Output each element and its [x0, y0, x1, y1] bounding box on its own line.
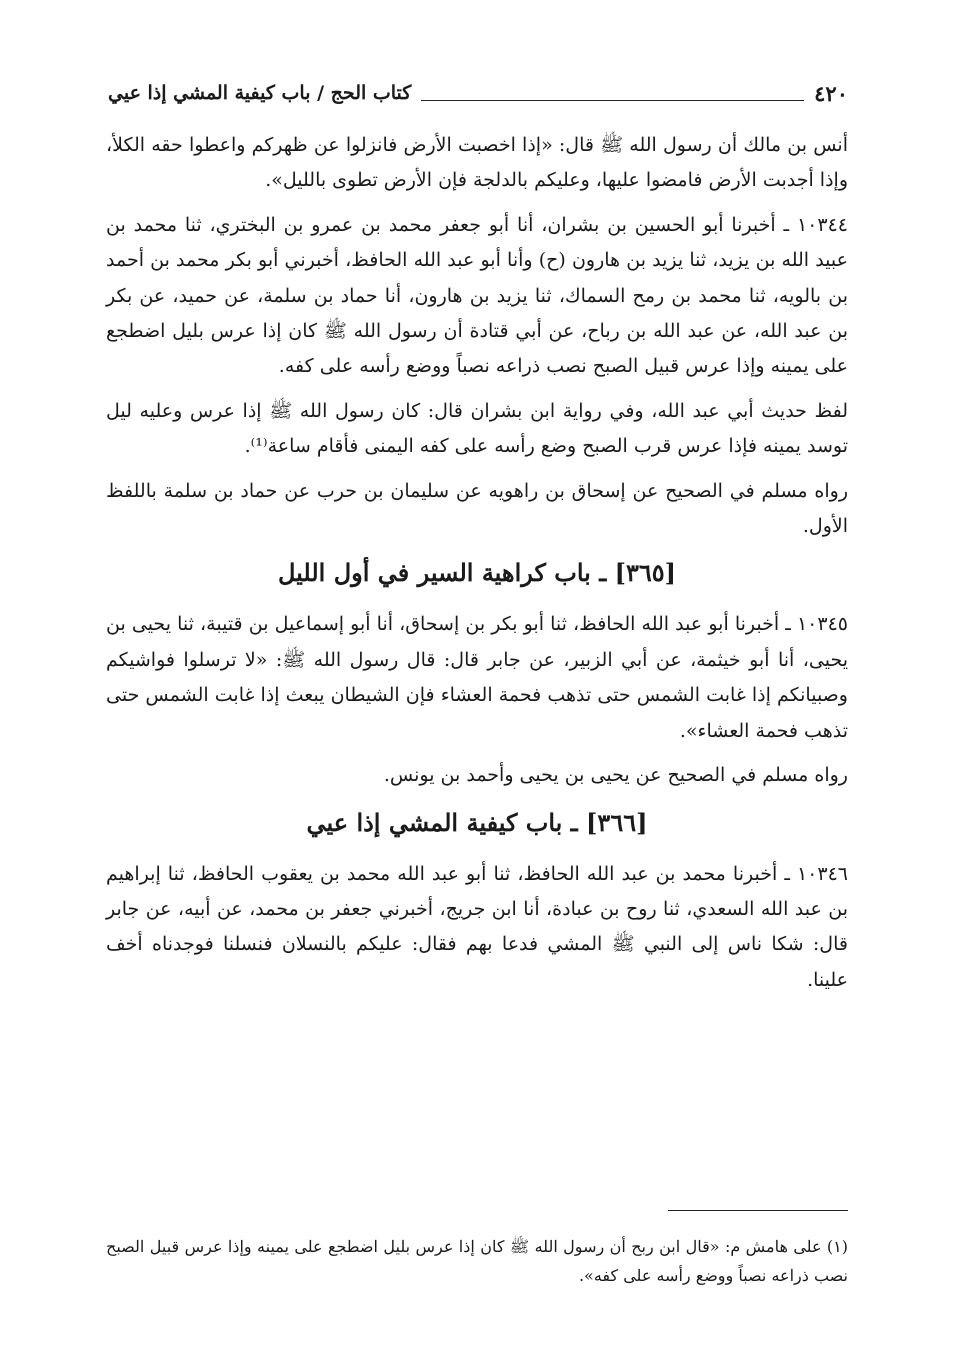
hadith-10345: ١٠٣٤٥ ـ أخبرنا أبو عبد الله الحافظ، ثنا أبو بكر بن إسحاق، أنا أبو إسماعيل بن قتيبة، ثنا يحيى بن يحيى، أنا أبو خيثمة، عن أبي الزبير، عن جابر قال: قال رسول الله ﷺ: «لا ترسلوا فواشيكم وصبيانكم إذا غابت الشمس حتى تذهب فحمة العشاء فإن الشيطان يبعث إذا غابت الشمس حتى تذهب فحمة العشاء». [106, 613, 848, 742]
page-body [106, 128, 848, 1007]
chapter-heading-366: [٣٦٦] ـ باب كيفية المشي إذا عيي [306, 807, 648, 837]
running-title: كتاب الحج / باب كيفية المشي إذا عيي [108, 82, 412, 104]
page-number: ٤٢٠ [814, 80, 848, 106]
footnote-1: (١) على هامش م: «قال ابن ربح أن رسول الله ﷺ كان إذا عرس بليل اضطجع على يمينه وإذا عرس قبيل الصبح نصب ذراعه نصباً ووضع رأسه على كفه». [106, 1237, 849, 1285]
page-header [108, 74, 848, 112]
paragraph-muslim-reference: رواه مسلم في الصحيح عن إسحاق بن راهويه عن سليمان بن حرب عن حماد بن سلمة باللفظ الأول. [106, 479, 848, 538]
footnote-rule [668, 1210, 848, 1211]
hadith-10346: ١٠٣٤٦ ـ أخبرنا محمد بن عبد الله الحافظ، ثنا أبو عبد الله محمد بن يعقوب الحافظ، ثنا إبراهيم بن عبد الله السعدي، ثنا روح بن عبادة، أنا ابن جريج، أخبرني جعفر بن محمد، عن أبيه، عن جابر قال: شكا ناس إلى النبي ﷺ المشي فدعا بهم فقال: عليكم بالنسلان فنسلنا فوجدناه أخف علينا. [106, 862, 848, 991]
paragraph-continuation: أنس بن مالك أن رسول الله ﷺ قال: «إذا اخصبت الأرض فانزلوا عن ظهركم واعطوا حقه الكلأ، وإذا أجدبت الأرض فامضوا عليها، وعليكم بالدلجة فإن الأرض تطوى بالليل». [106, 134, 848, 192]
paragraph-wording-note: لفظ حديث أبي عبد الله، وفي رواية ابن بشران قال: كان رسول الله ﷺ إذا عرس وعليه ليل توسد يمينه فإذا عرس قرب الصبح وضع رأسه على كفه اليمنى فأقام ساعة⁽¹⁾. [106, 399, 848, 458]
paragraph-muslim-reference-2: رواه مسلم في الصحيح عن يحيى بن يحيى وأحمد بن يونس. [383, 764, 848, 787]
chapter-heading-365: [٣٦٥] ـ باب كراهية السير في أول الليل [278, 558, 676, 588]
header-rule [421, 100, 804, 101]
hadith-10344: ١٠٣٤٤ ـ أخبرنا أبو الحسين بن بشران، أنا أبو جعفر محمد بن عمرو بن البختري، ثنا محمد بن عبيد الله بن يزيد، ثنا يزيد بن هارون (ح) وأنا أبو عبد الله الحافظ، أخبرني أبو بكر محمد بن أحمد بن بالويه، ثنا محمد بن رمح السماك، ثنا يزيد بن هارون، أنا حماد بن سلمة، عن حميد، عن بكر بن عبد الله، عن عبد الله بن رباح، عن أبي قتادة أن رسول الله ﷺ كان إذا عرس بليل اضطجع على يمينه وإذا عرس قبيل الصبح نصب ذراعه نصباً ووضع رأسه على كفه. [106, 213, 848, 378]
